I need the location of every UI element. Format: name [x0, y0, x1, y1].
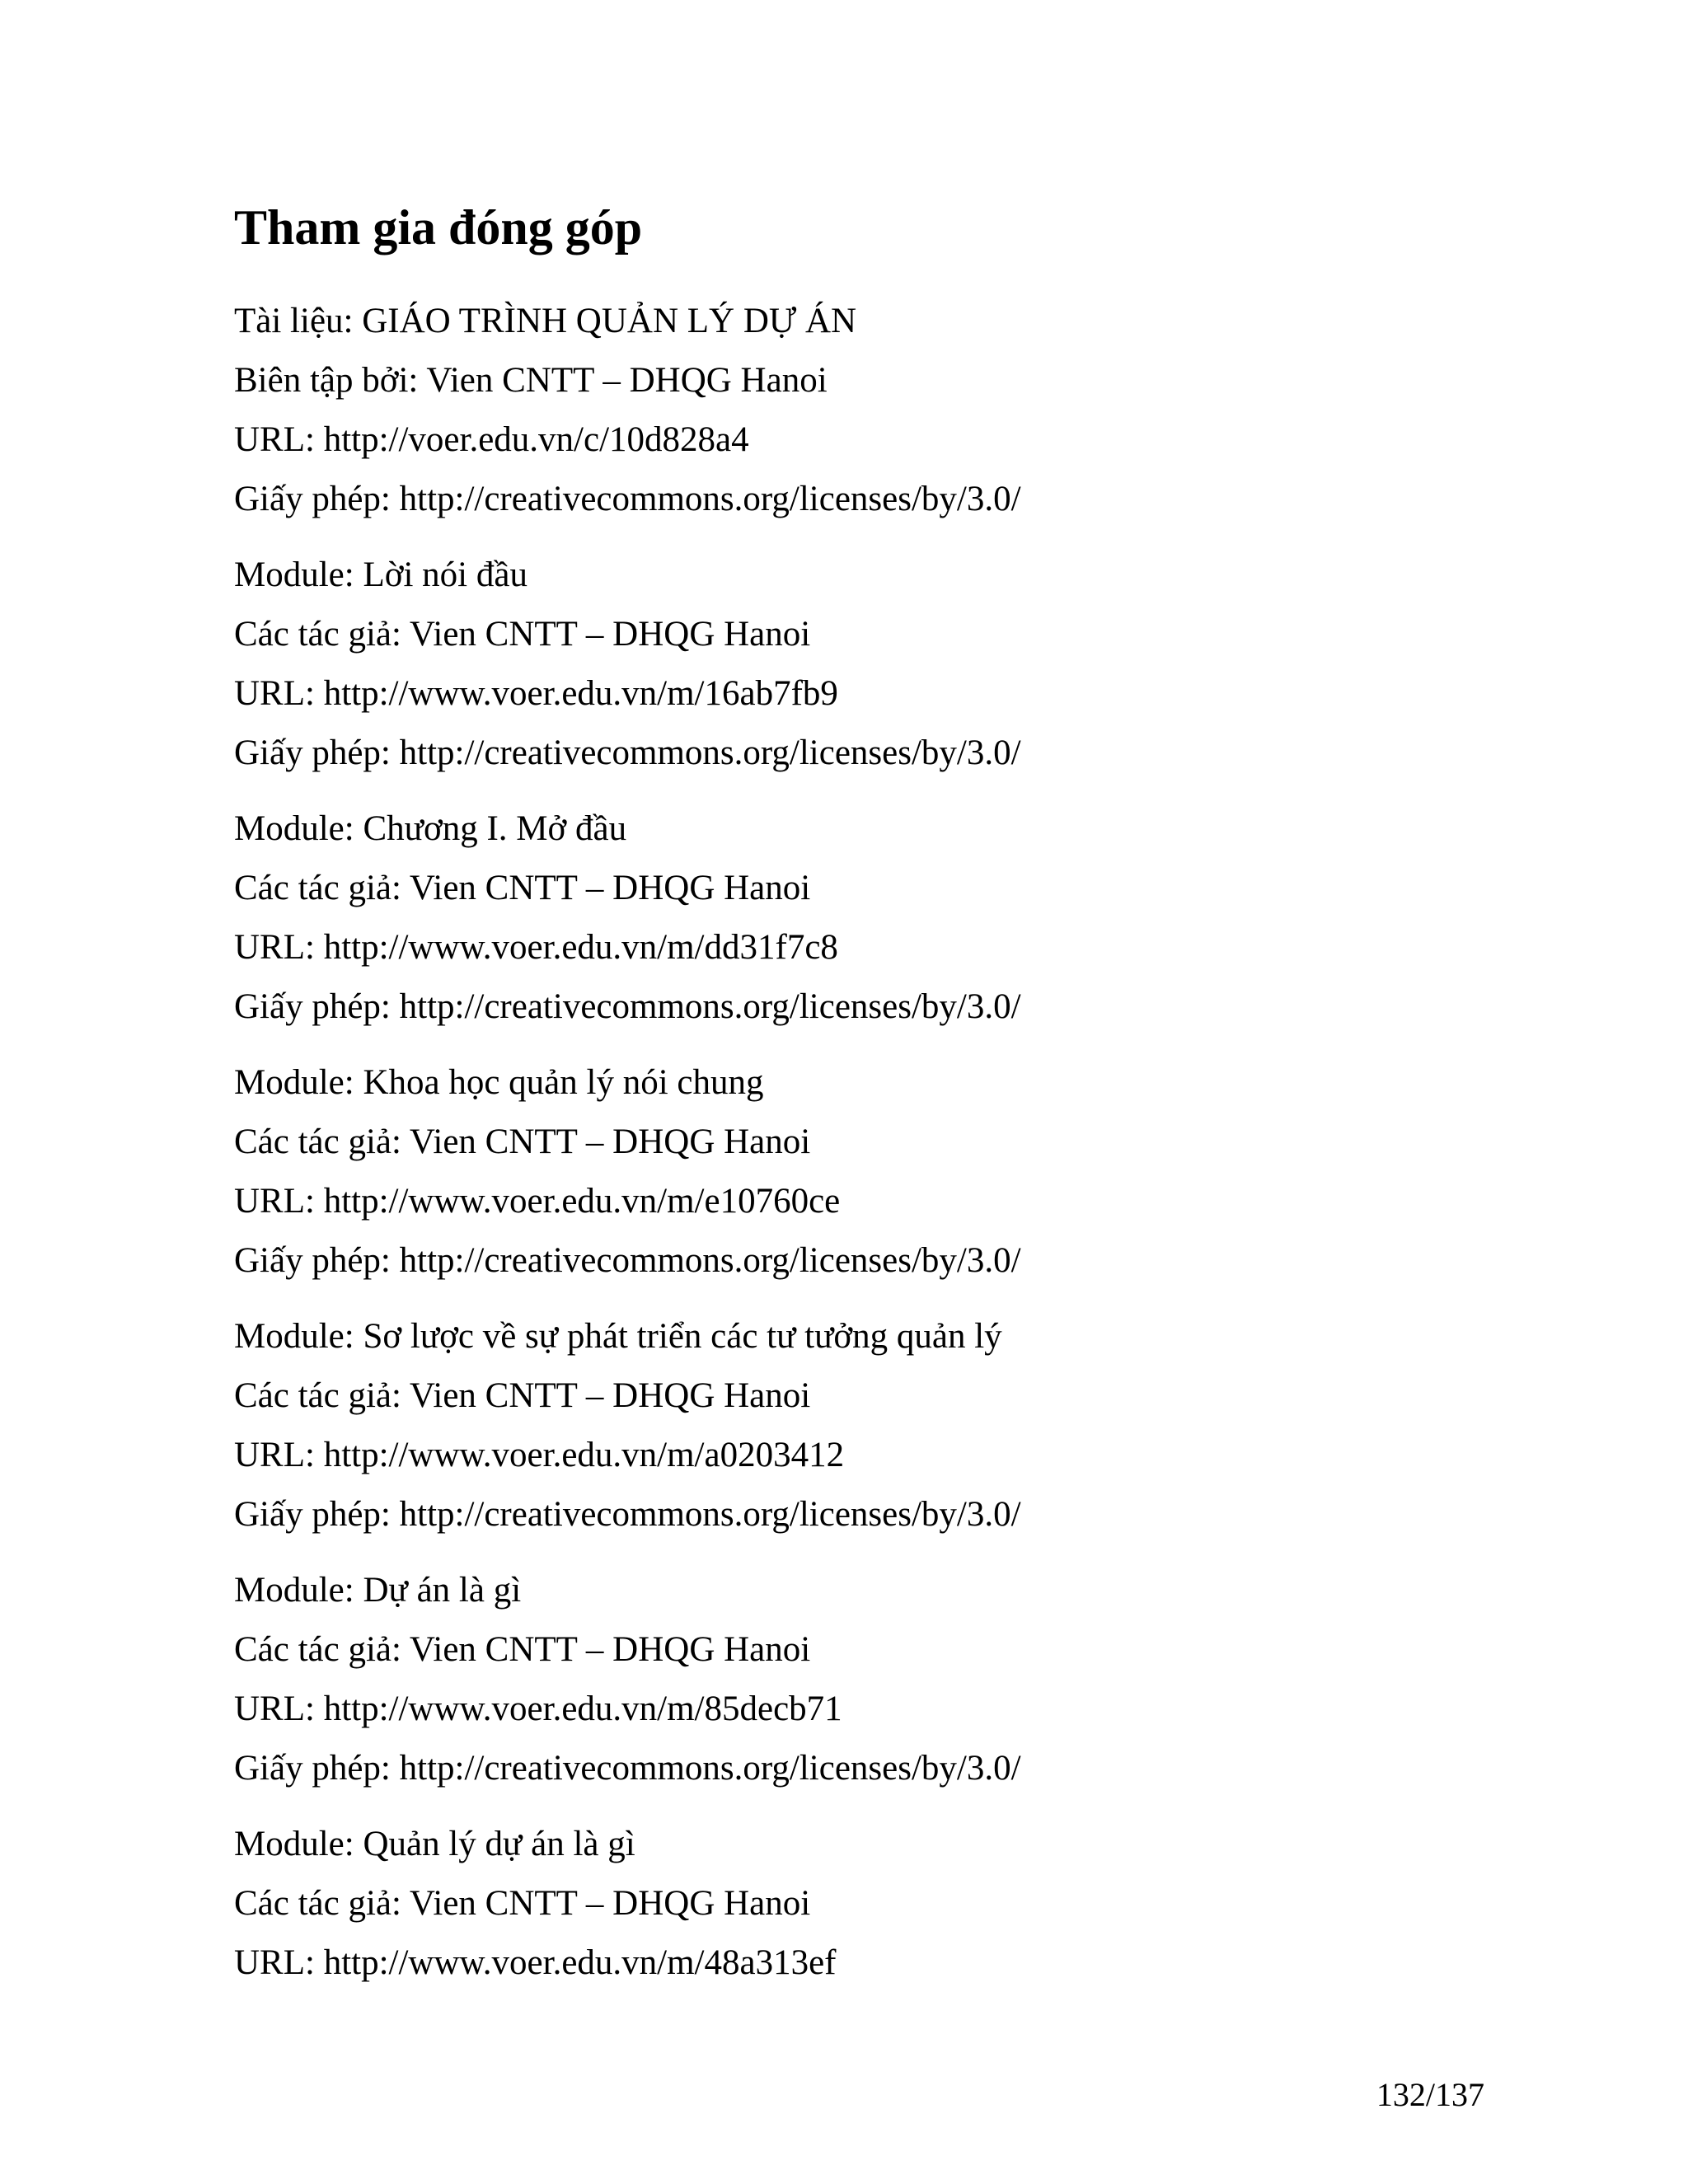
module-license-line: Giấy phép: http://creativecommons.org/licenses/by/3.0/	[234, 1495, 1021, 1534]
module-entry	[234, 799, 1553, 1037]
page-number: 132/137	[1376, 2076, 1484, 2113]
module-url-line: URL: http://www.voer.edu.vn/m/16ab7fb9	[234, 674, 838, 713]
module-authors-line: Các tác giả: Vien CNTT – DHQG Hanoi	[234, 1122, 811, 1161]
module-name-line: Module: Lời nói đầu	[234, 555, 528, 594]
module-url-line: URL: http://www.voer.edu.vn/m/dd31f7c8	[234, 928, 838, 967]
module-entry	[234, 1053, 1553, 1291]
module-authors-line: Các tác giả: Vien CNTT – DHQG Hanoi	[234, 1630, 811, 1669]
page-content	[234, 194, 1553, 1993]
module-authors-line: Các tác giả: Vien CNTT – DHQG Hanoi	[234, 1376, 811, 1415]
module-url-line: URL: http://www.voer.edu.vn/m/e10760ce	[234, 1182, 841, 1221]
document-license-line: Giấy phép: http://creativecommons.org/licenses/by/3.0/	[234, 480, 1021, 518]
module-url-line: URL: http://www.voer.edu.vn/m/48a313ef	[234, 1943, 837, 1982]
document-info	[234, 292, 1553, 529]
module-entry	[234, 1307, 1553, 1544]
module-url-line: URL: http://www.voer.edu.vn/m/85decb71	[234, 1690, 842, 1728]
document-editor-line: Biên tập bởi: Vien CNTT – DHQG Hanoi	[234, 361, 828, 400]
module-authors-line: Các tác giả: Vien CNTT – DHQG Hanoi	[234, 615, 811, 654]
module-entry	[234, 546, 1553, 783]
module-license-line: Giấy phép: http://creativecommons.org/licenses/by/3.0/	[234, 1749, 1021, 1788]
module-name-line: Module: Khoa học quản lý nói chung	[234, 1063, 764, 1102]
module-entry	[234, 1815, 1553, 1993]
page-title: Tham gia đóng góp	[234, 200, 643, 255]
module-name-line: Module: Quản lý dự án là gì	[234, 1825, 635, 1863]
module-license-line: Giấy phép: http://creativecommons.org/licenses/by/3.0/	[234, 733, 1021, 772]
module-license-line: Giấy phép: http://creativecommons.org/licenses/by/3.0/	[234, 987, 1021, 1026]
module-name-line: Module: Dự án là gì	[234, 1571, 522, 1610]
document-url-line: URL: http://voer.edu.vn/c/10d828a4	[234, 420, 749, 459]
module-license-line: Giấy phép: http://creativecommons.org/licenses/by/3.0/	[234, 1241, 1021, 1280]
module-name-line: Module: Chương I. Mở đầu	[234, 809, 627, 848]
module-authors-line: Các tác giả: Vien CNTT – DHQG Hanoi	[234, 869, 811, 907]
module-url-line: URL: http://www.voer.edu.vn/m/a0203412	[234, 1436, 845, 1474]
document-title-line: Tài liệu: GIÁO TRÌNH QUẢN LÝ DỰ ÁN	[234, 302, 857, 340]
module-entry	[234, 1561, 1553, 1798]
module-name-line: Module: Sơ lược về sự phát triển các tư tưởng quản lý	[234, 1317, 1002, 1356]
module-authors-line: Các tác giả: Vien CNTT – DHQG Hanoi	[234, 1884, 811, 1923]
